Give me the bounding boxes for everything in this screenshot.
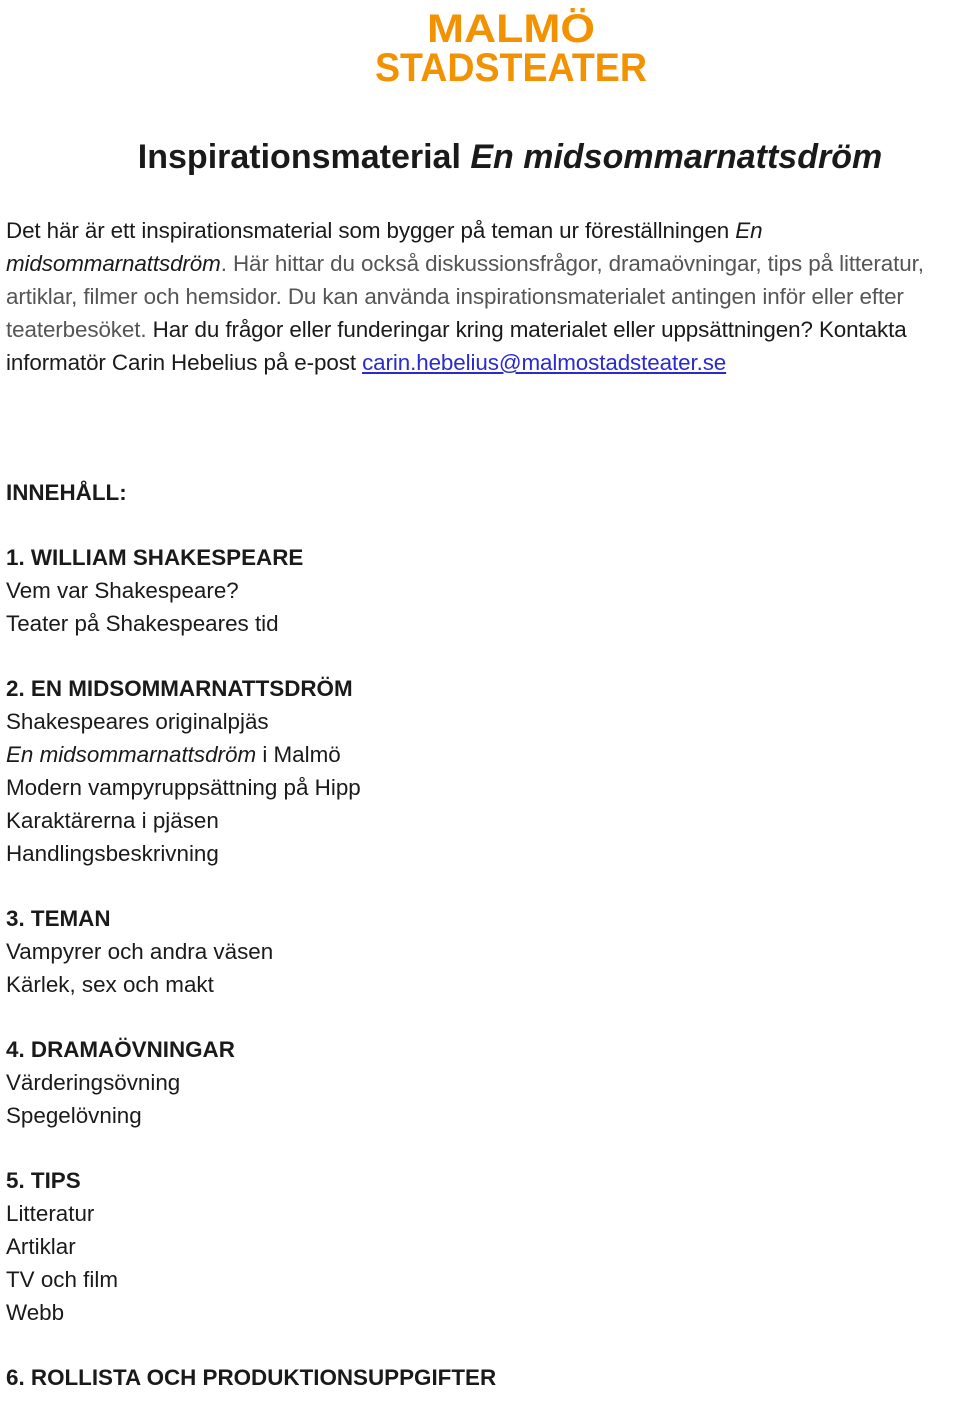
toc-heading: INNEHÅLL: <box>6 480 127 505</box>
intro-paragraph <box>6 214 960 379</box>
toc-item: Shakespeares originalpjäs <box>6 709 269 734</box>
toc-section-3 <box>6 902 956 1001</box>
malmo-stadsteater-logo <box>374 8 648 84</box>
toc-section-title: 5. TIPS <box>6 1168 81 1193</box>
toc-item: Webb <box>6 1300 65 1325</box>
toc-section-title: 6. ROLLISTA OCH PRODUKTIONSUPPGIFTER <box>6 1365 497 1390</box>
title-play-name: En midsommarnattsdröm <box>470 138 883 176</box>
intro-text-2: . Här hittar du också diskussionsfrågor, dramaövningar, tips på litteratur, artiklar, filmer och hemsidor. Du kan använda inspirationsmaterialet antingen inför eller efter teaterbesöket. <box>6 251 924 342</box>
toc-item: Kärlek, sex och makt <box>6 972 214 997</box>
toc-section-title: 2. EN MIDSOMMARNATTSDRÖM <box>6 676 353 701</box>
email-link[interactable]: carin.hebelius@malmostadsteater.se <box>362 350 727 375</box>
toc-item: TV och film <box>6 1267 118 1292</box>
table-of-contents <box>6 476 956 1426</box>
toc-item: Karaktärerna i pjäsen <box>6 808 219 833</box>
toc-section-title: 1. WILLIAM SHAKESPEARE <box>6 545 304 570</box>
toc-section-title: 4. DRAMAÖVNINGAR <box>6 1037 235 1062</box>
toc-item-rest: i Malmö <box>256 742 341 767</box>
toc-item: Spegelövning <box>6 1103 142 1128</box>
toc-item: Teater på Shakespeares tid <box>6 611 279 636</box>
logo-line-2: STADSTEATER <box>375 46 648 84</box>
toc-section-1 <box>6 541 956 640</box>
intro-text-1: Det här är ett inspirationsmaterial som bygger på teman ur föreställningen <box>6 218 736 243</box>
toc-section-6 <box>6 1361 956 1394</box>
toc-section-title: 3. TEMAN <box>6 906 111 931</box>
title-prefix: Inspirationsmaterial <box>137 138 471 176</box>
logo-line-1: MALMÖ <box>427 8 579 51</box>
toc-section-5 <box>6 1164 956 1329</box>
toc-item: Värderingsövning <box>6 1070 181 1095</box>
toc-item: Litteratur <box>6 1201 95 1226</box>
logo-graphic <box>374 8 648 84</box>
toc-item: Handlingsbeskrivning <box>6 841 219 866</box>
toc-item-play-in-malmo <box>6 738 956 771</box>
toc-section-4 <box>6 1033 956 1132</box>
toc-section-2 <box>6 672 956 870</box>
intro-play-name: En midsommarnattsdröm <box>6 218 763 276</box>
toc-item: Vampyrer och andra väsen <box>6 939 274 964</box>
toc-item: Artiklar <box>6 1234 76 1259</box>
intro-text-3: Har du frågor eller funderingar kring materialet eller uppsättningen? Kontakta informatör Carin Hebelius på e-post <box>6 317 907 375</box>
toc-item: Modern vampyruppsättning på Hipp <box>6 775 361 800</box>
toc-item: Vem var Shakespeare? <box>6 578 239 603</box>
toc-item-play-name: En midsommarnattsdröm <box>6 742 257 767</box>
page-title <box>0 132 960 182</box>
